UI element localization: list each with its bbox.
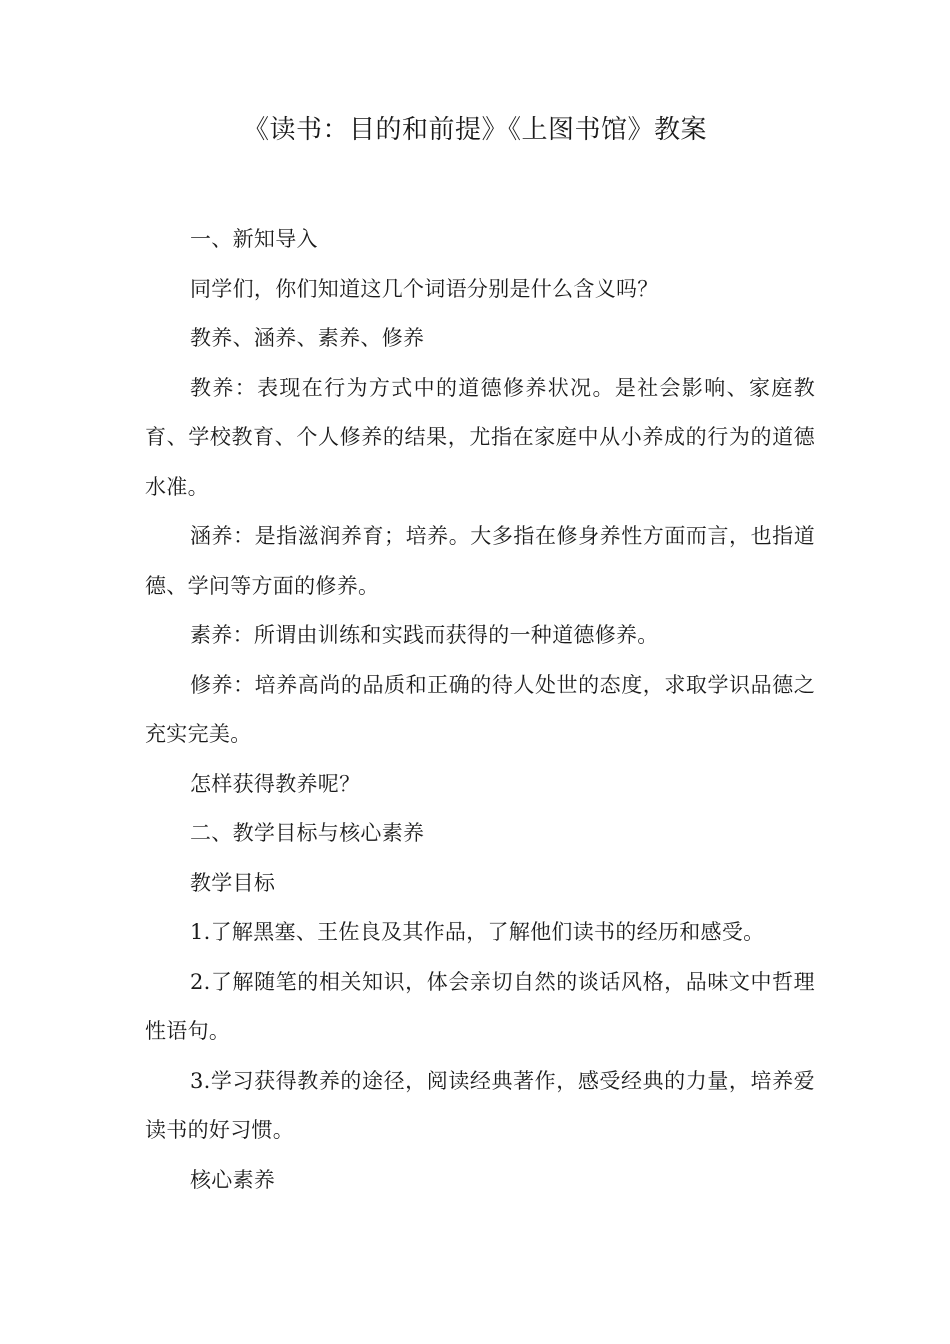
document-title: 《读书：目的和前提》《上图书馆》教案: [242, 115, 707, 145]
goal-item-1: 1.了解黑塞、王佐良及其作品，了解他们读书的经历和感受。: [190, 920, 765, 944]
document-body: [145, 215, 815, 1205]
goal-item-2: 2.了解随笔的相关知识，体会亲切自然的谈话风格，品味文中哲理性语句。: [145, 969, 815, 1043]
paragraph-how-question: 怎样获得教养呢？: [190, 771, 361, 796]
paragraph-terms: 教养、涵养、素养、修养: [190, 326, 425, 350]
paragraph-jiaoyang: 教养：表现在行为方式中的道德修养状况。是社会影响、家庭教育、学校教育、个人修养的结果，尤指在家庭中从小养成的行为的道德水准。: [145, 375, 815, 499]
paragraph-xiuyang: 修养：培养高尚的品质和正确的待人处世的态度，求取学识品德之充实完美。: [145, 672, 815, 746]
paragraph-suyang: 素养：所谓由训练和实践而获得的一种道德修养。: [190, 623, 659, 647]
subheading-teaching-goals: 教学目标: [190, 870, 276, 895]
paragraph-hanyang: 涵养：是指滋润养育；培养。大多指在修身养性方面而言，也指道德、学问等方面的修养。: [145, 524, 815, 598]
section-heading-goals: 二、教学目标与核心素养: [190, 821, 425, 845]
goal-item-3: 3.学习获得教养的途径，阅读经典著作，感受经典的力量，培养爱读书的好习惯。: [145, 1068, 815, 1142]
paragraph-question: 同学们，你们知道这几个词语分别是什么含义吗？: [190, 276, 659, 301]
subheading-core-literacy: 核心素养: [190, 1167, 276, 1192]
section-heading-intro: 一、新知导入: [190, 227, 318, 251]
